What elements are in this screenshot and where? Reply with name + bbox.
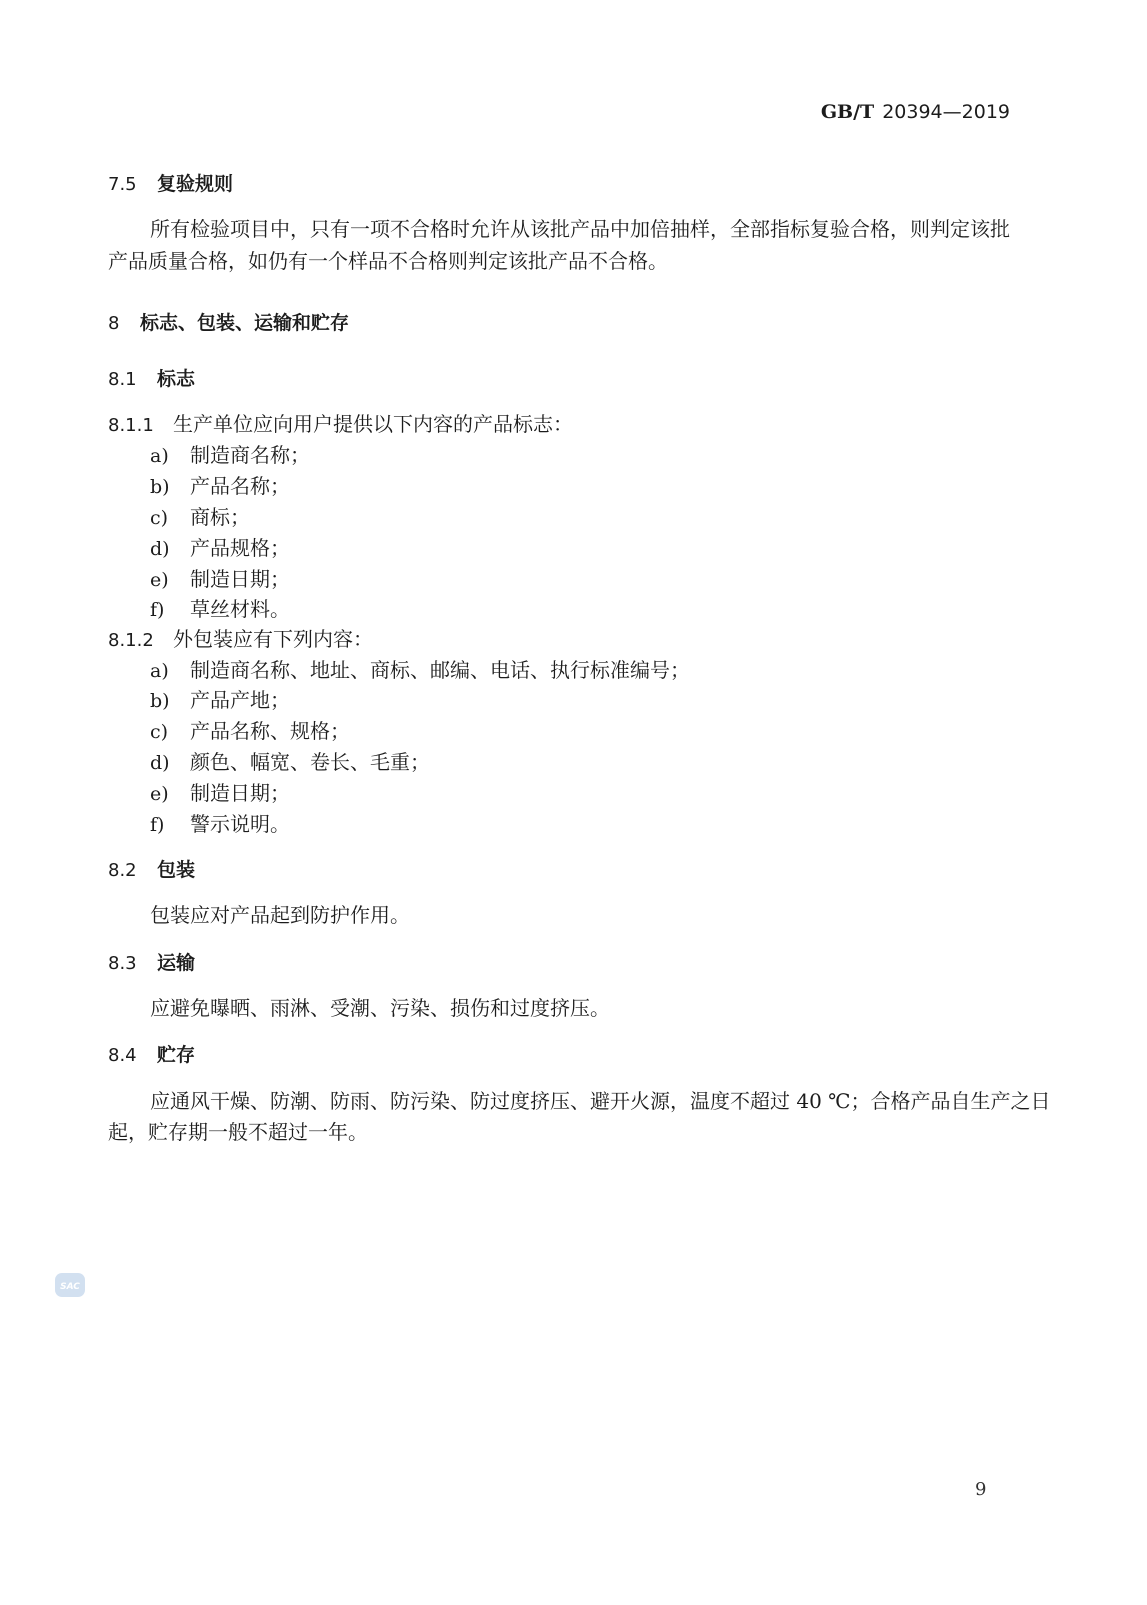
list-item-text: 商标； xyxy=(190,505,250,529)
sac-logo-icon xyxy=(54,1270,86,1300)
list-item-label: c) xyxy=(150,721,169,743)
sac-logo-text: SAC xyxy=(60,1282,80,1292)
list-item xyxy=(150,567,290,591)
list-item-label: f) xyxy=(150,814,165,836)
list-item xyxy=(150,750,430,774)
list-item xyxy=(150,658,690,682)
heading-number: 7.5 xyxy=(108,174,137,195)
paragraph-line: 起，贮存期一般不超过一年。 xyxy=(108,1120,368,1144)
list-item-text: 草丝材料。 xyxy=(190,597,290,621)
standard-code: GB/T xyxy=(820,101,875,123)
list-item-label: e) xyxy=(150,783,169,805)
heading-title: 包装 xyxy=(157,859,196,881)
paragraph-line: 所有检验项目中，只有一项不合格时允许从该批产品中加倍抽样，全部指标复验合格，则判定该批 xyxy=(150,217,1010,241)
list-item-label: b) xyxy=(150,476,170,498)
heading-title: 贮存 xyxy=(157,1044,196,1066)
list-item-label: e) xyxy=(150,569,169,591)
clause-number: 8.1.1 xyxy=(108,415,154,436)
list-item-label: a) xyxy=(150,445,169,467)
heading-number: 8.2 xyxy=(108,860,137,881)
heading-number: 8.4 xyxy=(108,1045,137,1066)
heading-number: 8.3 xyxy=(108,953,137,974)
list-item-text: 制造商名称； xyxy=(190,443,310,467)
heading-number: 8 xyxy=(108,313,120,334)
list-item-text: 产品产地； xyxy=(190,688,290,712)
paragraph-line: 应避免曝晒、雨淋、受潮、污染、损伤和过度挤压。 xyxy=(150,996,610,1020)
paragraph-line: 应通风干燥、防潮、防雨、防污染、防过度挤压、避开火源，温度不超过 40 ℃；合格产品自生产之日 xyxy=(150,1089,1051,1113)
list-item xyxy=(150,443,310,467)
list-item-text: 制造日期； xyxy=(190,781,290,805)
clause-number: 8.1.2 xyxy=(108,630,154,651)
heading-title: 标志 xyxy=(157,368,196,390)
heading-8-4 xyxy=(108,1042,195,1066)
clause-text: 外包装应有下列内容： xyxy=(173,627,373,651)
list-item-text: 产品规格； xyxy=(190,536,290,560)
list-item xyxy=(150,781,290,805)
list-item xyxy=(150,505,250,529)
list-item-label: c) xyxy=(150,507,169,529)
list-item-text: 产品名称、规格； xyxy=(190,719,350,743)
list-item-label: d) xyxy=(150,538,170,560)
paragraph-line: 产品质量合格，如仍有一个样品不合格则判定该批产品不合格。 xyxy=(108,249,668,273)
list-item-text: 制造商名称、地址、商标、邮编、电话、执行标准编号； xyxy=(190,658,690,682)
list-item xyxy=(150,812,290,836)
clause-text: 生产单位应向用户提供以下内容的产品标志： xyxy=(173,412,573,436)
list-item xyxy=(150,474,290,498)
clause-8-1-1 xyxy=(108,412,573,436)
list-item xyxy=(150,688,290,712)
heading-8-1 xyxy=(108,366,195,390)
list-item-label: f) xyxy=(150,599,165,621)
standard-number: 20394—2019 xyxy=(882,101,1010,123)
list-item xyxy=(150,597,290,621)
list-item-text: 警示说明。 xyxy=(190,812,290,836)
heading-8-3 xyxy=(108,950,195,974)
heading-7-5 xyxy=(108,171,233,195)
list-item-text: 产品名称； xyxy=(190,474,290,498)
standard-header xyxy=(821,100,1010,124)
list-item-label: b) xyxy=(150,690,170,712)
list-item-label: a) xyxy=(150,660,169,682)
clause-8-1-2 xyxy=(108,627,373,651)
page-number: 9 xyxy=(975,1479,987,1500)
list-item-text: 制造日期； xyxy=(190,567,290,591)
heading-title: 标志、包装、运输和贮存 xyxy=(140,312,350,334)
heading-number: 8.1 xyxy=(108,369,137,390)
paragraph-line: 包装应对产品起到防护作用。 xyxy=(150,903,410,927)
heading-title: 运输 xyxy=(157,952,196,974)
heading-8 xyxy=(108,310,349,334)
list-item-text: 颜色、幅宽、卷长、毛重； xyxy=(190,750,430,774)
heading-8-2 xyxy=(108,857,195,881)
list-item xyxy=(150,719,350,743)
heading-title: 复验规则 xyxy=(157,173,234,195)
list-item xyxy=(150,536,290,560)
list-item-label: d) xyxy=(150,752,170,774)
